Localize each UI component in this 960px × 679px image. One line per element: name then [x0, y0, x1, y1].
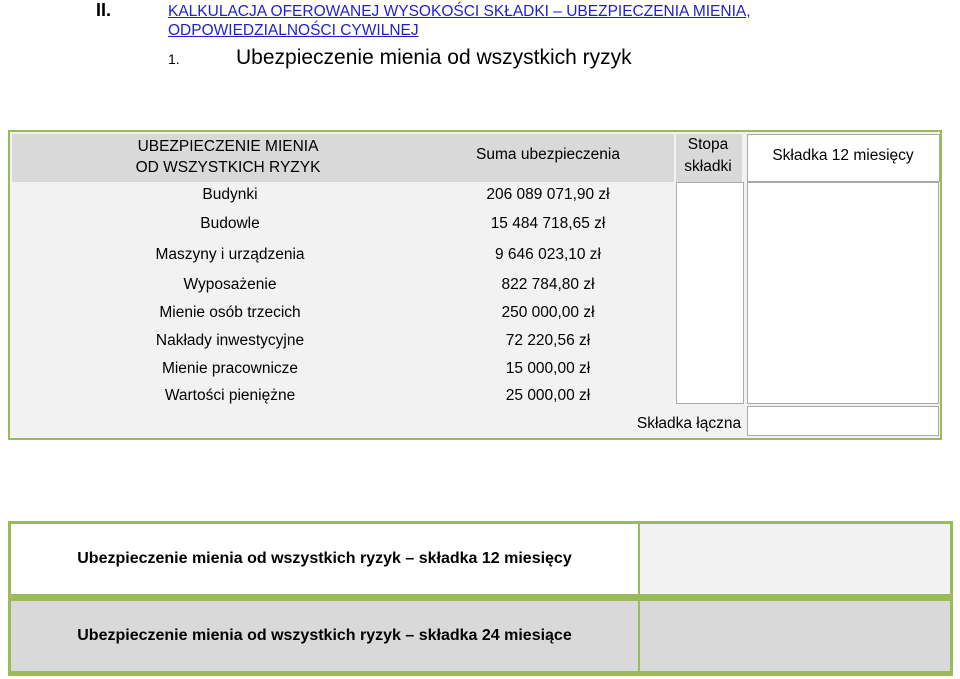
total-label: Składka łączna	[636, 415, 742, 432]
row-label: Budynki	[202, 186, 258, 203]
sum-header: Suma ubezpieczenia	[476, 146, 620, 163]
summary-value-24m[interactable]	[640, 601, 950, 671]
premium-header: Składka 12 miesięcy	[772, 147, 914, 164]
rate-header-line1: Stopa	[687, 136, 729, 153]
coverage-table	[8, 130, 942, 440]
row-label: Mienie pracownicze	[161, 360, 299, 377]
category-header	[78, 136, 378, 178]
category-header-line1: UBEZPIECZENIE MIENIA	[137, 138, 319, 155]
rate-input-cell[interactable]	[676, 182, 744, 404]
premium-input-cell[interactable]	[747, 182, 939, 404]
row-label: Maszyny i urządzenia	[155, 246, 305, 263]
row-sum: 25 000,00 zł	[505, 387, 591, 404]
section-title-line2: ODPOWIEDZIALNOŚCI CYWILNEJ	[168, 22, 419, 39]
summary-table	[8, 521, 953, 676]
section-title	[168, 2, 751, 40]
summary-value-12m[interactable]	[640, 524, 950, 594]
row-sum: 250 000,00 zł	[501, 304, 595, 321]
row-sum: 72 220,56 zł	[505, 332, 591, 349]
category-header-line2: OD WSZYSTKICH RYZYK	[135, 159, 321, 176]
row-sum: 15 000,00 zł	[505, 360, 591, 377]
subsection-number: 1.	[168, 51, 180, 67]
summary-label-12m: Ubezpieczenie mienia od wszystkich ryzyk – składka 12 miesięcy	[11, 524, 638, 594]
row-sum: 9 646 023,10 zł	[494, 246, 601, 263]
subsection-title: Ubezpieczenie mienia od wszystkich ryzyk	[236, 46, 632, 69]
row-sum: 822 784,80 zł	[501, 276, 595, 293]
section-number: II.	[96, 0, 112, 20]
summary-label-24m: Ubezpieczenie mienia od wszystkich ryzyk – składka 24 miesiące	[11, 601, 638, 671]
row-label: Mienie osób trzecich	[159, 304, 301, 321]
row-sum: 206 089 071,90 zł	[486, 186, 610, 203]
section-title-line1: KALKULACJA OFEROWANEJ WYSOKOŚCI SKŁADKI – UBEZPIECZENIA MIENIA,	[168, 3, 751, 20]
rate-header-line2: składki	[684, 158, 732, 175]
row-label: Wyposażenie	[183, 276, 277, 293]
total-premium-cell[interactable]	[747, 406, 939, 436]
row-label: Budowle	[200, 215, 260, 232]
row-label: Nakłady inwestycyjne	[155, 332, 305, 349]
summary-row-24m	[8, 598, 953, 674]
row-sum: 15 484 718,65 zł	[490, 215, 606, 232]
summary-row-12m	[8, 521, 953, 597]
row-label: Wartości pieniężne	[164, 387, 296, 404]
